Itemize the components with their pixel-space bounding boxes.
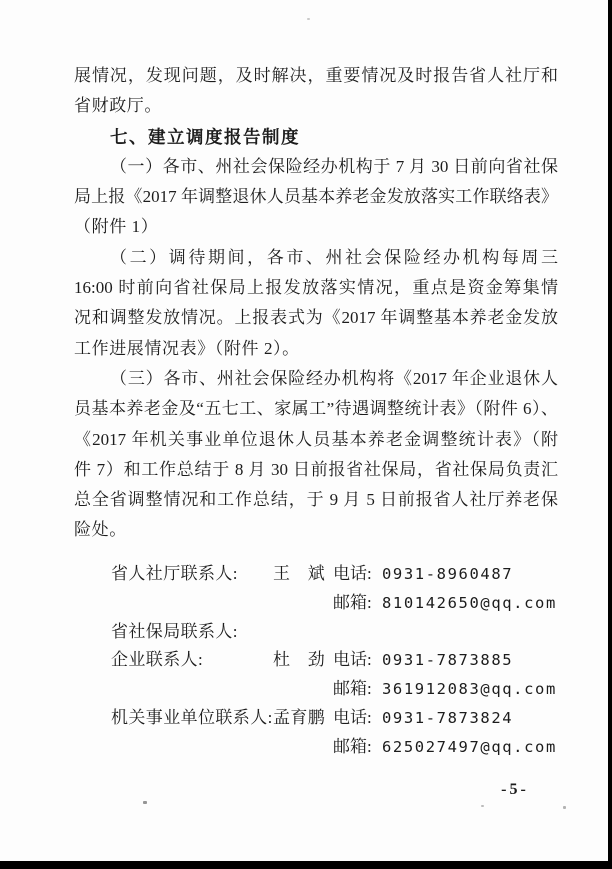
contact-name: 王 斌: [273, 564, 326, 583]
scan-speck: [143, 801, 147, 804]
scan-edge-right: [608, 0, 612, 869]
body-line: 件 7）和工作总结于 8 月 30 日前报省社保局，省社保局负责汇: [74, 459, 558, 479]
contact-email: 810142650@qq.com: [382, 593, 557, 612]
contact-row: [0, 733, 612, 762]
contact-email: 361912083@qq.com: [382, 680, 557, 699]
document-body: [74, 61, 558, 546]
body-line: 员基本养老金及“五七工、家属工”待遇调整统计表》（附件 6）、: [74, 399, 558, 419]
body-line: 16:00 时前向省社保局上报发放落实情况，重点是资金筹集情: [74, 278, 558, 298]
contact-email: 625027497@qq.com: [382, 737, 557, 756]
page-number: -5-: [501, 781, 529, 798]
contact-field: 电话:: [333, 707, 372, 727]
contact-field: 邮箱:: [333, 736, 372, 756]
scan-speck: [481, 805, 484, 807]
contact-row: [0, 675, 612, 704]
body-line: 况和调整发放情况。上报表式为《2017 年调整基本养老金发放: [74, 308, 558, 328]
contact-row: [0, 618, 612, 647]
scan-speck: [563, 806, 566, 809]
contact-field: 电话:: [333, 650, 372, 670]
contact-row: [0, 704, 612, 733]
contact-row: [0, 589, 612, 618]
body-line: （附件 1）: [74, 217, 159, 237]
contact-label: 企业联系人:: [111, 650, 204, 670]
body-line: 工作进展情况表》（附件 2）。: [74, 338, 300, 358]
contact-label: 机关事业单位联系人:: [111, 707, 273, 727]
scan-edge-bottom: [0, 861, 612, 869]
contact-field: 电话:: [333, 564, 372, 583]
contact-field: 邮箱:: [333, 679, 372, 699]
body-line: （三）各市、州社会保险经办机构将《2017 年企业退休人: [110, 368, 558, 388]
scan-speck: [307, 18, 310, 20]
contact-row: [0, 646, 612, 675]
section-heading: 七、建立调度报告制度: [110, 126, 300, 147]
contact-list: [0, 560, 612, 762]
contact-phone: 0931-7873885: [382, 651, 514, 670]
body-line: 局上报《2017 年调整退休人员基本养老金发放落实工作联络表》: [74, 187, 558, 207]
contact-label: 省社保局联系人:: [111, 621, 238, 641]
contact-phone: 0931-7873824: [382, 708, 514, 727]
contact-field: 邮箱:: [333, 592, 372, 612]
body-line: （二）调待期间，各市、州社会保险经办机构每周三: [110, 247, 558, 267]
body-line: 《2017 年机关事业单位退休人员基本养老金调整统计表》（附: [74, 429, 558, 449]
contact-name: 孟育鹏: [273, 707, 326, 727]
contact-phone: 0931-8960487: [382, 565, 514, 583]
body-line: （一）各市、州社会保险经办机构于 7 月 30 日前向省社保: [110, 156, 558, 176]
body-line: 省财政厅。: [74, 96, 162, 116]
contact-row: [0, 560, 612, 589]
contact-name: 杜 劲: [273, 650, 326, 670]
body-line: 总全省调整情况和工作总结，于 9 月 5 日前报省人社厅养老保: [74, 490, 558, 510]
contact-label: 省人社厅联系人:: [111, 564, 238, 583]
body-line: 展情况，发现问题，及时解决，重要情况及时报告省人社厅和: [74, 66, 558, 85]
body-line: 险处。: [74, 520, 127, 540]
